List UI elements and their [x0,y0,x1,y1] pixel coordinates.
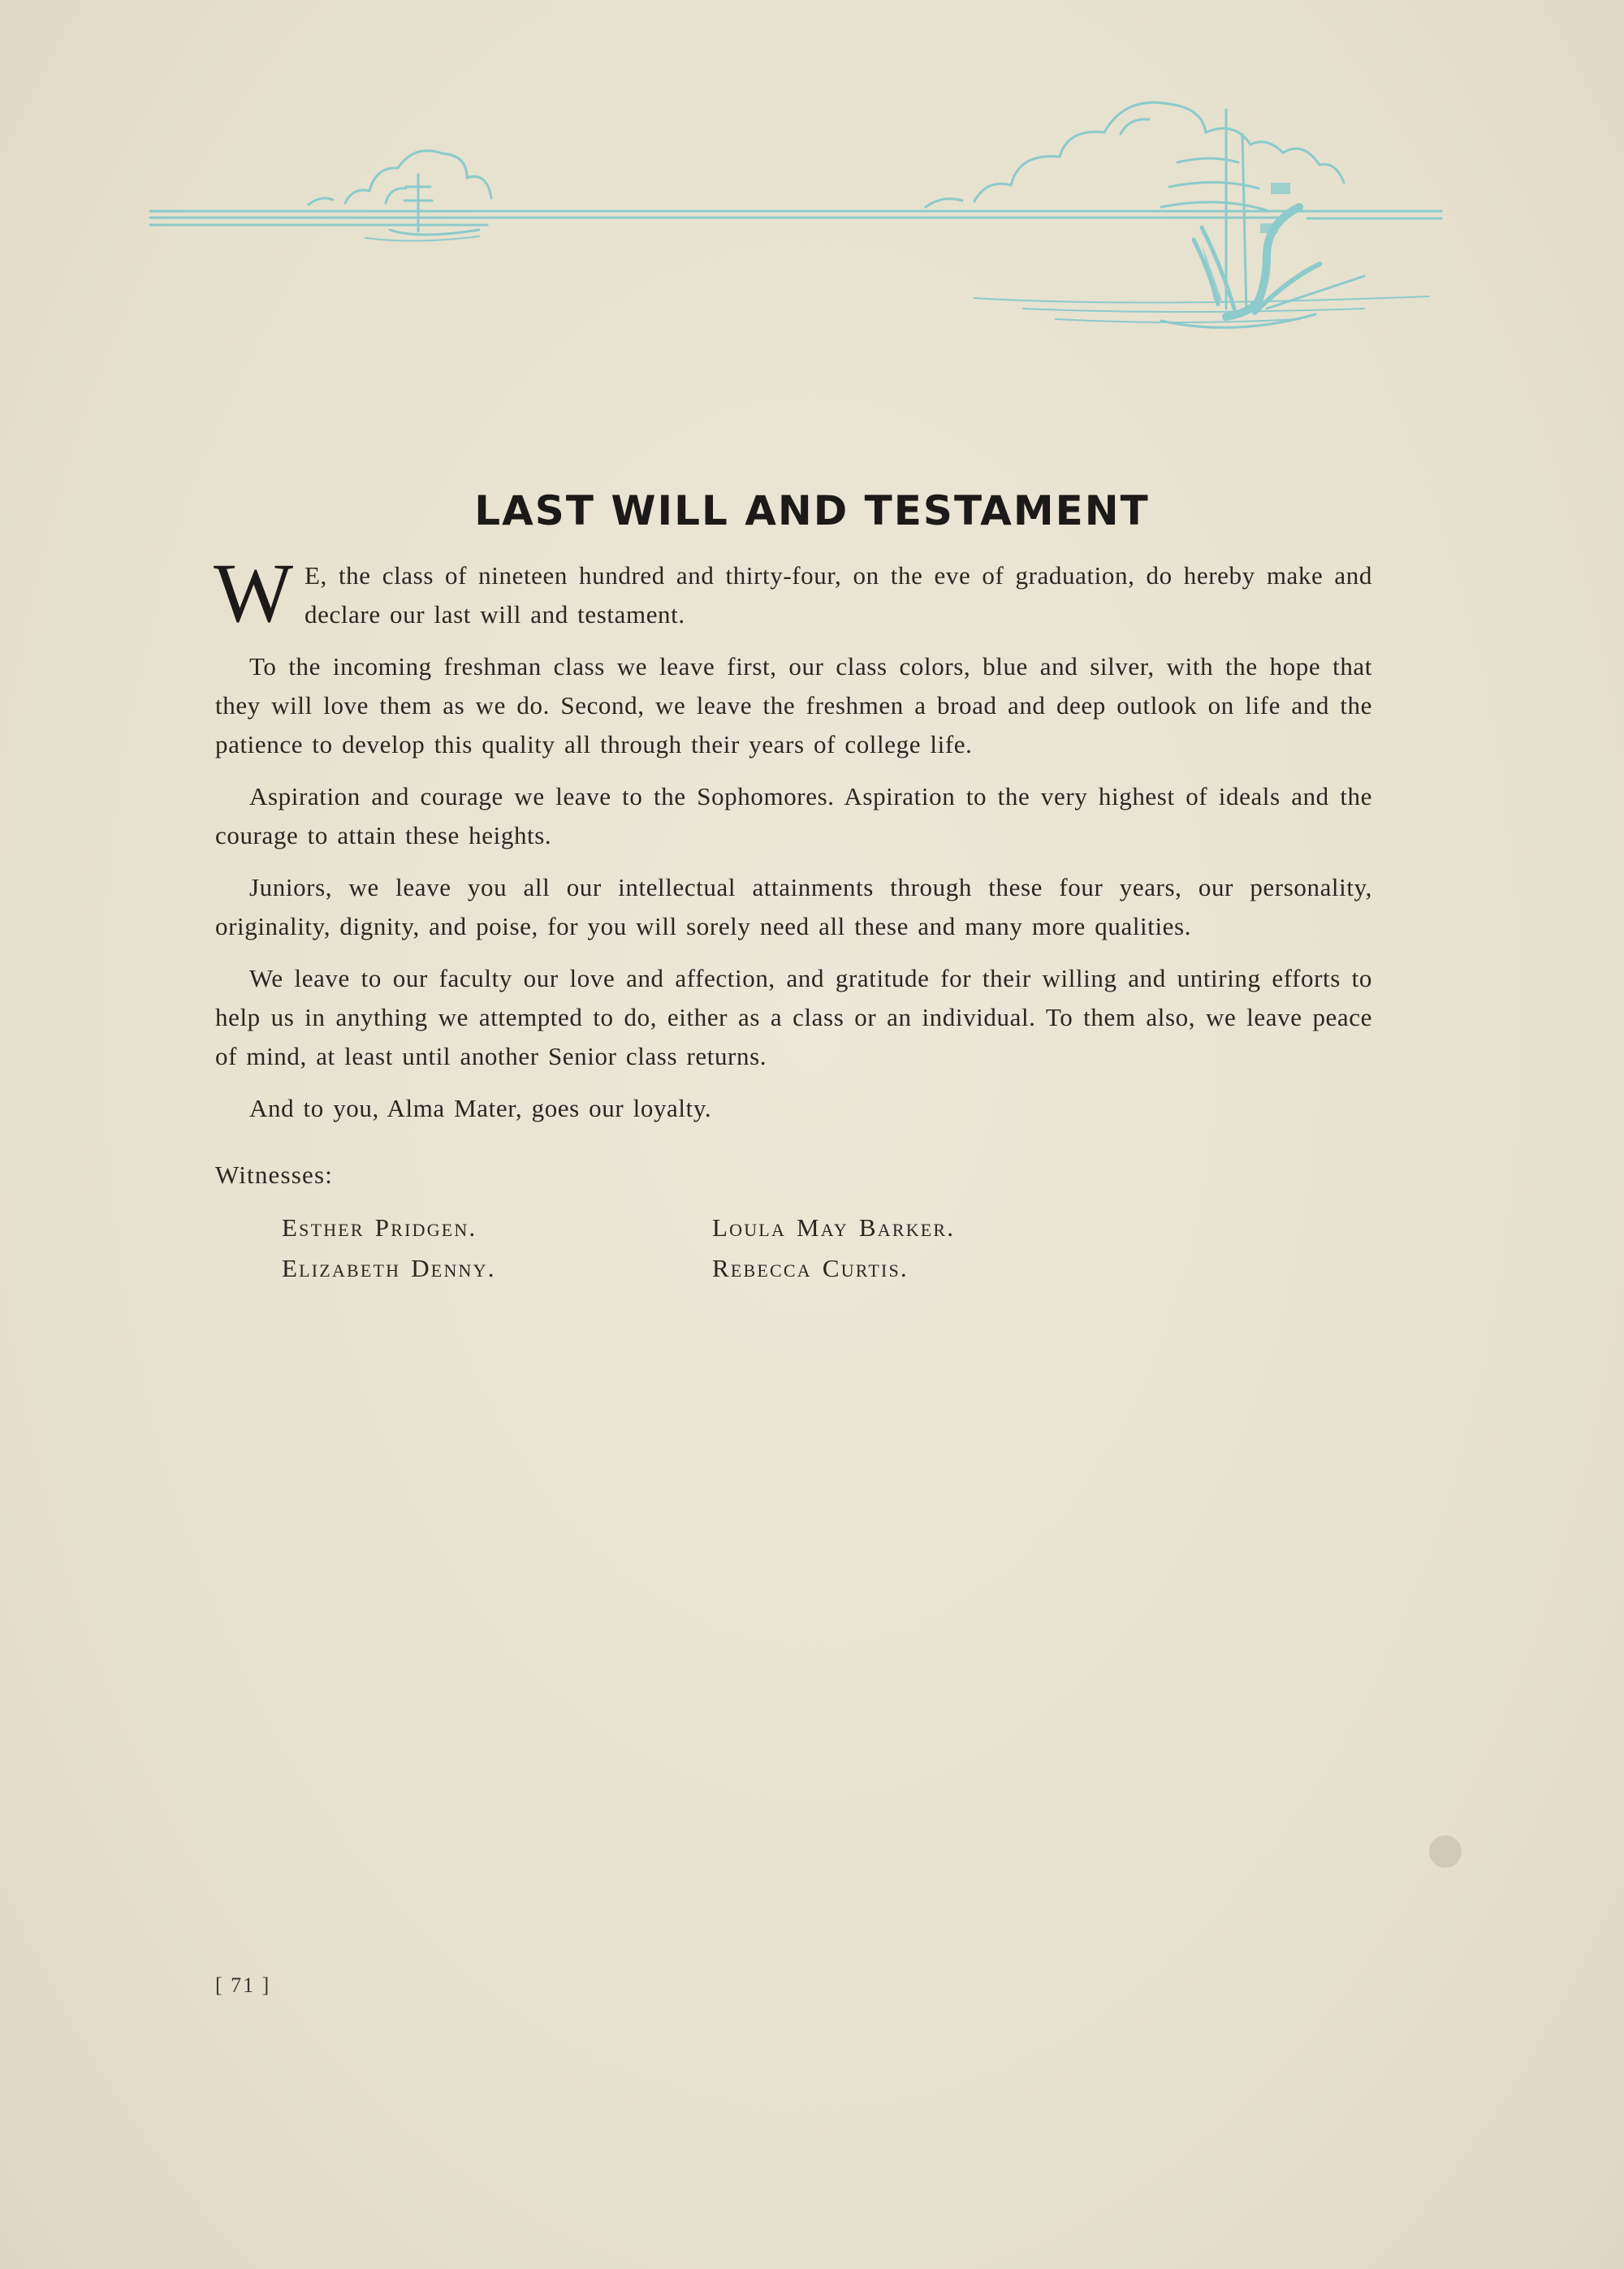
witness-name: Loula May Barker. [712,1213,956,1242]
opening-text: E, the class of nineteen hundred and thirty-four, on the eve of graduation, do hereby make and declare our last will and testament. [304,561,1372,629]
paragraph-alma-mater: And to you, Alma Mater, goes our loyalty. [249,1094,712,1122]
page-title: LAST WILL AND TESTAMENT [474,487,1150,534]
witness-name: Esther Pridgen. [282,1213,477,1242]
witness-name: Rebecca Curtis. [712,1254,909,1282]
page-number: [ 71 ] [215,1973,271,1997]
paragraph-faculty: We leave to our faculty our love and affection, and gratitude for their willing and untiring efforts to help us in anything we attempted to do, either as a class or an individual. To them also, we leave peace of mind, at least until another Senior class returns. [215,964,1372,1070]
sailing-ship-icon [146,85,1445,370]
paragraph-sophomores: Aspiration and courage we leave to the Sophomores. Aspiration to the very highest of ideals and the courage to attain these heights. [215,782,1372,849]
drop-cap: W [214,547,294,640]
witness-list [282,1208,1372,1289]
document-body [214,547,1372,1289]
paper-smudge [1429,1835,1462,1868]
opening-paragraph [214,547,1372,640]
witnesses-label: Witnesses: [215,1160,334,1189]
paragraph-juniors: Juniors, we leave you all our intellectual attainments through these four years, our personality, originality, dignity, and poise, for you will sorely need all these and many more qualities. [215,873,1372,940]
witness-name: Elizabeth Denny. [282,1254,496,1282]
paragraph-freshman: To the incoming freshman class we leave first, our class colors, blue and silver, with the hope that they will love them as we do. Second, we leave the freshmen a broad and deep outlook on life and the patience to develop this quality all through their years of college life. [215,652,1372,758]
